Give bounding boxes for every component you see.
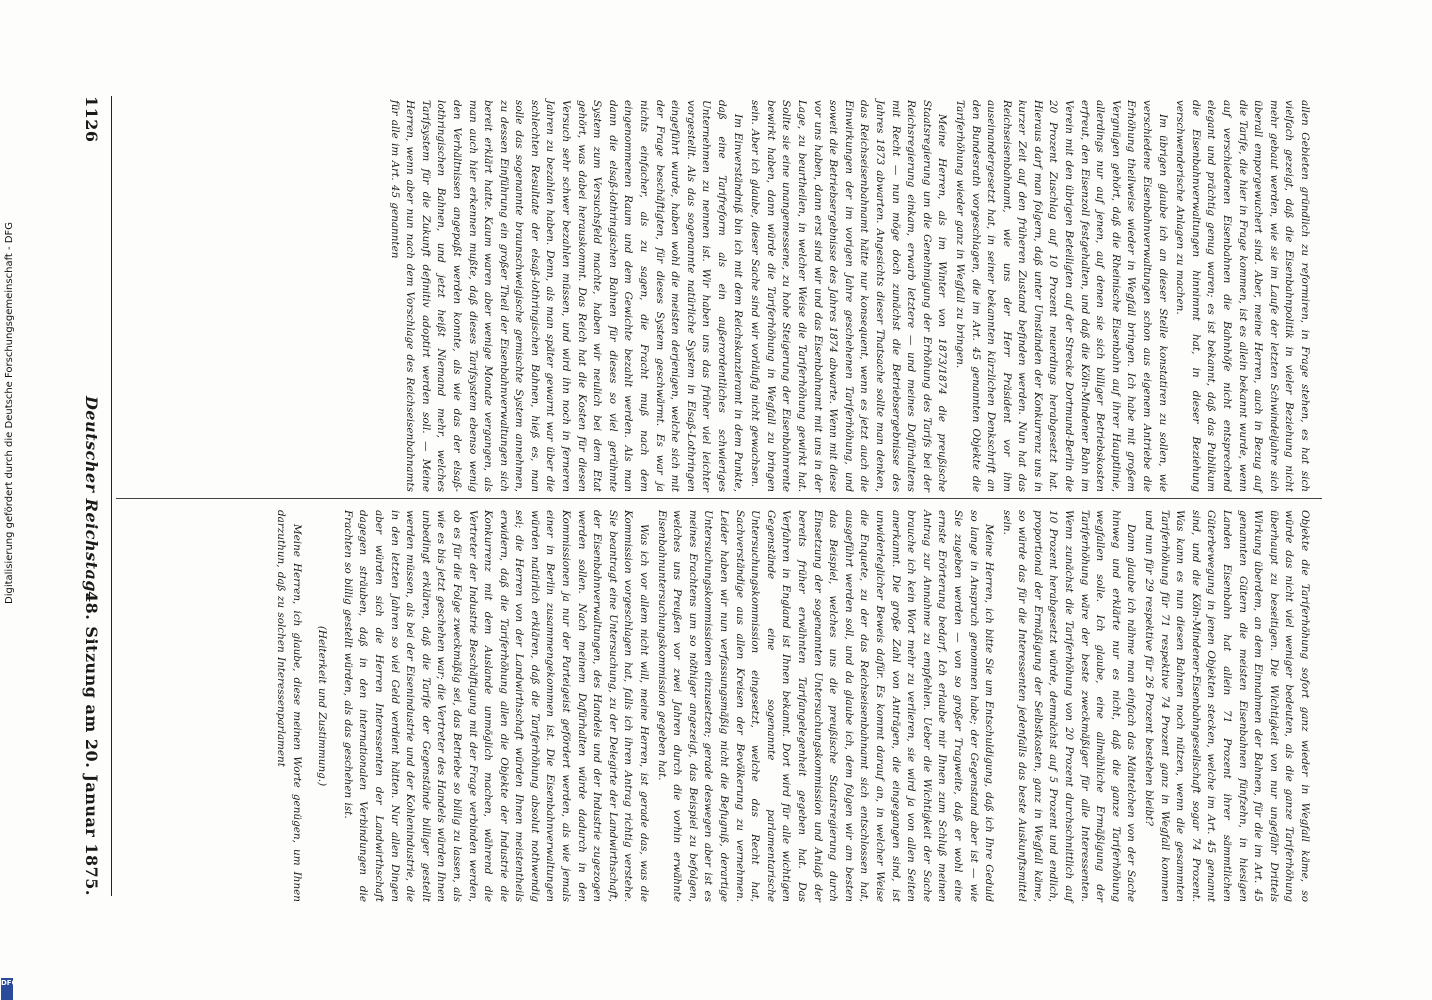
page-number: 1126 bbox=[82, 96, 101, 143]
paragraph: Im übrigen glaube ich an dieser Stelle konstatiren zu sollen, wie verschiedene Eisenbahnverwaltungen schon aus eigenem Antriebe die Erhöhung theilweise wieder in Wegfall bringen. Ich habe mit großem Vergnügen gehört, daß die Rheinische Eisenbahn auf ihrer Hauptlinie, allerdings nur auf jenen, auf denen sie sich billiger Betriebskosten erfreut, den Eisenzoll festgehalten, und daß die Köln-Mindener Bahn im Verein mit den übrigen Beteiligten auf der Strecke Dortmund-Berlin die 20 Prozent Zuschlag auf 10 Prozent neuerdings herabgesetzt hat. Hieraus darf man folgern, daß unter Umständen der Konkurrenz uns in kurzer Zeit auf den früheren Zustand befinden werden. Nun hat das Reichseisenbahnamt, wie uns der Herr Präsident vor ihm auseinandergesetzt hat, in seiner bekannten kürzlichen Denkschrift an den Bundesrath vorgeschlagen, die im Art. 45 genannten Objekte die Tariferhöhung wieder ganz in Wegfall zu bringen. bbox=[953, 100, 1169, 492]
digitization-note: Digitalisierung gefördert durch die Deutsche Forschungsgemeinschaft - DFG bbox=[4, 221, 15, 604]
dfg-logo: DFG bbox=[1, 978, 13, 1000]
paragraph: Was ich vor allem nicht will, meine Herren, ist gerade das, was die Kommission vorgeschlagen hat, falls ich ihren Antrag richtig verstehe. Sie beantragt eine Untersuchung, zu der Delegirte der Landwirthschaft, der Eisenbahnverwaltungen, des Handels und der Industrie zugezogen werden sollen. Nach meinem Dafürhalten würde dadurch in den Kommissionen ja nur der Parteigeist gefördert werden, als wie jemals einer in Berlin zusammengekommen ist. Die Eisenbahnverwaltungen würden natürlich erklären, daß die Tariferhöhung absolut nothwendig sei; die Herren von der Landwirthschaft würden Ihnen meistentheils erwidern, daß die Tariferhöhung allen die Objekte der Industrie die Konkurrenz mit dem Auslande unmöglich machen, während die Vertreter der Industrie Beschäftigung mit der Frage verbinden werden, ob es für die Folge zweckmäßig sei, das Betriebe so billig zu lassen, als wie es bis jetzt geschehen war; die Vertreter des Handels würden Ihnen unbedingt erklären, daß die Tarife der Gegenstände billiger gestellt werden müssen, als bei der Eisenindustrie und der Kohlenindustrie, die in den letzten Jahren so viel Geld verdient hätten. Nur allen Dingen aber würden sich die Herren Interessenten der Landwirthschaft dagegen sträuben, daß in den internationalen Verbindungen die Frachten so billig gestellt würden, als das geschehen ist. bbox=[341, 510, 651, 902]
paragraph: Meine Herren, ich bitte Sie um Entschuldigung, daß ich Ihre Geduld so lange in Anspruch genommen habe; der Gegenstand aber ist — wie Sie zugeben werden — von so großer Tragweite, daß er wohl eine ernste Erörterung bedarf. Ich erlaube mir Ihnen zum Schluß meinen Antrag zur Annahme zu empfehlen. Ueber die Wichtigkeit der Sache brauche ich kein Wort mehr zu verlieren, sie wird ja von allen Seiten anerkannt. Die große Zahl von Anträgen, die eingegangen sind, ist unwiderleglicher Beweis dafür. Es kommt darauf an, in welcher Weise die Enquete, zu der das Reichseisenbahnamt sich entschlossen hat, ausgeführt werden soll, und da glaube ich, dem folgen wir am besten das Beispiel, welches uns die preußische Staatsregierung durch Einsetzung der sogenannten Untersuchungskommission und Anlaß der bereits früher erwähnten Tarifangelegenheit gegeben hat. Das Verfahren in England ist Ihnen bekannt. Dort wird für alle wichtigen Gegenstände eine sogenannte parlamentarische Untersuchungskommission eingesetzt, welche das Recht hat, Sachverständige aus allen Kreisen der Bevölkerung zu vernehmen. Leider haben wir nun verfassungsmäßig nicht die Befugniß, derartige Untersuchungskommissionen einzusetzen; gerade deswegen aber ist es meines Erachtens um so nöthiger angezeigt, das Beispiel zu befolgen, welches uns Preußen vor zwei Jahren durch die vorhin erwähnte Eisenbahnuntersuchungskommission gegeben hat. bbox=[655, 510, 996, 902]
session-date: 48. Sitzung am 20. Januar 1875. bbox=[82, 591, 101, 896]
paragraph: Im Einverständniß bin ich mit dem Reichskanzleramt in dem Punkte, daß eine Tarifreform als ein außerordentliches schwieriges Unternehmen zu nennen ist. Wir haben uns das früher viel leichter vorgestellt. Als das sogenannte natürliche System in Elsaß-Lothringen eingeführt wurde, haben wohl die meisten derjenigen, welche sich mit der Frage beschäftigten, für dieses System geschwärmt. Es war ja nichts einfacher, als zu sagen, die Fracht muß nach dem eingenommenen Raum und dem Gewichte bezahlt werden. Als man dann die elsaß-lothringischen Bahnen für dieses so viel gerühmte System zum Versuchsfeld machte, haben wir neulich bei dem Etat gehört, was dabei herauskommt. Das Reich hat die Kosten für diesen Versuch sehr schwer bezahlen müssen, und wird ihn noch in ferneren Jahren zu bezahlen haben. Denn, als man später gewarnt war über die schlechten Resultate der elsaß-lothringischen Bahnen, hieß es, man solle das sogenannte braunschweigische gemischte System annehmen, zu dessen Einführung ein großer Theil der Eisenbahnverwaltungen sich bereit erklärt hatte. Kaum waren aber wenige Monate vergangen, als man auch hier erkennen mußte, daß dieses Tarifsystem ebenso wenig den Verhältnissen angepaßt werden konnte, als wie das der elsaß-lothringischen Bahnen, und jetzt heißt Niemand mehr, welches Tarifsystem für die Zukunft definitiv adoptirt werden soll. — Meine Herren, wenn aber nun nach dem Vorschlage des Reichseisenbahnamts für alle im Art. 45 genannten bbox=[388, 100, 744, 492]
right-column bbox=[120, 510, 1312, 902]
left-column bbox=[120, 100, 1312, 492]
paragraph: Dann glaube ich nähme man einfach das Mäntelchen von der Sache hinweg und erklärte nur es nicht, daß die ganze Tariferhöhung wegfallen solle. Ich glaube, eine allmähliche Ermäßigung der Tariferhöhung wäre der beste zweckmäßiger für alle Interessenten. Wenn zunächst die Tariferhöhung von 20 Prozent durchschnittlich auf 10 Prozent herabgesetzt würde, demnächst auf 5 Prozent und endlich, proportional der Ermäßigung der Selbstkosten, ganz in Wegfall käme, so würde das für die Interessenten jedenfalls das beste Auskunftsmittel sein. bbox=[1000, 510, 1138, 902]
paragraph: Meine Herren, ich glaube, diese meinen Worte genügen, um Ihnen darzuthun, daß zu solchen Interessenparlament bbox=[275, 510, 303, 902]
running-title: Deutscher Reichstag. bbox=[82, 396, 101, 599]
header-rule bbox=[111, 96, 112, 896]
page-header bbox=[78, 96, 104, 896]
paragraph: Objekte die Tariferhöhung sofort ganz wieder in Wegfall käme, so würde das nicht viel weniger bedeuten, als die ganze Tariferhöhung überhaupt zu beseitigen. Die Wichtigkeit von nur ungefähr Drittels Wirkung überdem, an dem Einnahmen der Bahnen, für die im Art. 45 genannten Gütern die meisten Eisenbahnen fünfzehn, in hiesigen Landen Eisenbahn hat allein 71 Prozent ihrer sämmtlichen Güterbewegung in jenen Objekten stecken, welche im Art. 45 genannt sind, und die Köln-Mindener-Eisenbahngesellschaft sogar 74 Prozent. Was kann es nun diesen Bahnen noch nützen, wenn die gesammten Tariferhöhung für 71 respektive 74 Prozent ganz in Wegfall kommen und nun für 29 respektive für 26 Prozent bestehen bleibt? bbox=[1143, 510, 1311, 902]
applause-note: (Heiterkeit und Zustimmung.) bbox=[316, 625, 329, 787]
paragraph: allen Gebieten gründlich zu reformiren, in Frage stehen, es hat sich vielfach gezeigt, daß die Eisenbahnpolitik in vieler Beziehung nicht mehr gebaut werden, wie sie im Laufe der letzten Schwindeljahre sich überall emporgewuchert sind. Aber, meine Herren, auch in Bezug auf die Tarife, die hier in Frage kommen, ist es allein bekannt wurde, wenn auf verschiedenen Eisenbahnen die Bahnhöfe nicht entsprechend elegant und prächtig genug waren; es ist bekannt, daß das Publikum die Eisenbahnverwaltungen hinnimmt hat, in dieser Beziehung verschwenderische Anlagen zu machen. bbox=[1174, 100, 1311, 492]
paragraph: Meine Herren, als im Winter von 1873/1874 die preußische Staatsregierung um die Genehmigung der Erhöhung des Tarifs bei der Reichsregierung einkam, erwarb letztere — und meines Dafürhaltens mit Recht — nun möge doch zunächst die Betriebsergebnisse des Jahres 1873 abwarten. Angesichts dieser Thatsache sollte man denken, das Reichseisenbahnamt hätte nur konsequent, wenn es jetzt auch die Einwirkungen der im vorigen Jahre geschehenen Tariferhöhung, und soweit die Betriebsergebnisse des Jahres 1874 abwarte. Wenn mit diese vor uns haben, dann erst sind wir und das Eisenbahnamt mit uns in der Lage, zu beurtheilen, in welcher Weise die Tariferhöhung gewirkt hat. Sollte sie eine unangemessene, zu hohe Steigerung der Eisenbahnrente bewirkt haben, dann würde die Tariferhöhung in Wegfall zu bringen sein. Aber ich glaube, dieser Sache sind wir vorläufig nicht gewachsen. bbox=[749, 100, 949, 492]
column-divider bbox=[116, 498, 1322, 499]
